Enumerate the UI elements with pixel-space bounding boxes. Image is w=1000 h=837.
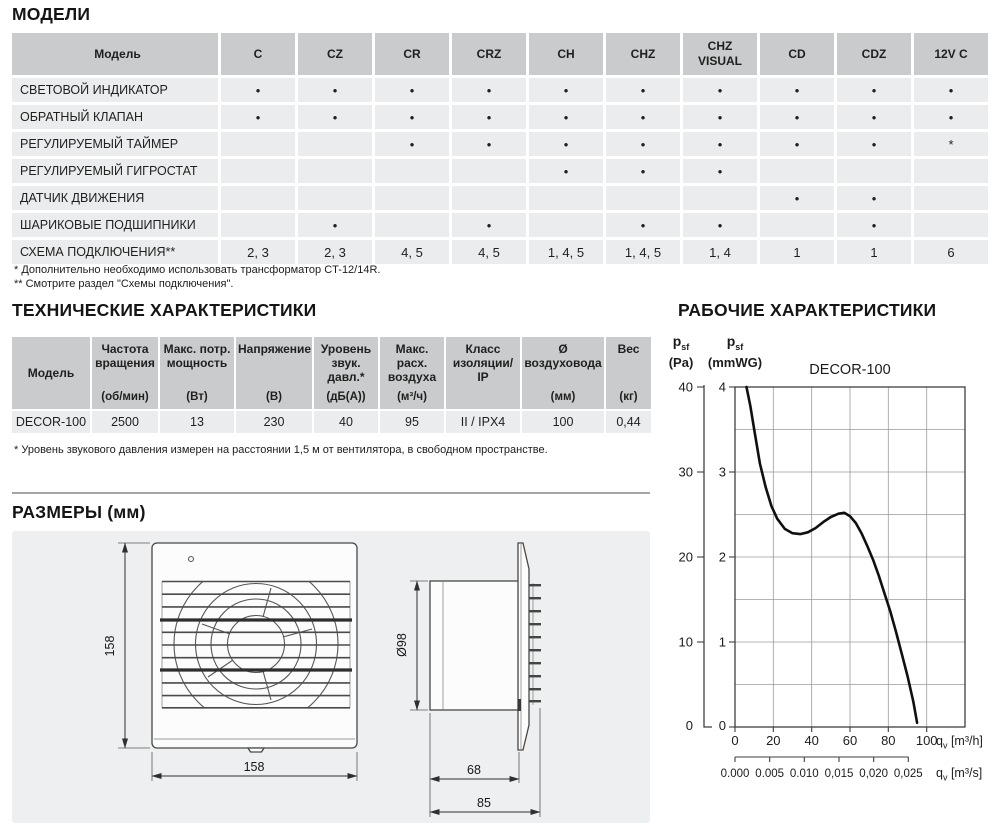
- models-column-header: CHZ: [606, 33, 680, 75]
- tech-cell: DECOR-100: [12, 411, 90, 433]
- table-cell: •: [606, 78, 680, 102]
- x-tick-40: 40: [804, 733, 819, 748]
- table-cell: •: [837, 132, 911, 156]
- tech-cell: 0,44: [606, 411, 651, 433]
- table-cell: •: [837, 213, 911, 237]
- tech-column-header: Модель: [12, 337, 90, 409]
- front-width-dim: 158: [243, 760, 265, 774]
- mmwg-tick-1: 1: [718, 634, 726, 650]
- models-column-header: CDZ: [837, 33, 911, 75]
- models-column-header: 12V C: [914, 33, 988, 75]
- dimensions-drawing: [12, 531, 650, 823]
- table-cell: [606, 186, 680, 210]
- table-cell: 1: [837, 240, 911, 264]
- table-cell: •: [452, 213, 526, 237]
- chart-grid: [735, 387, 965, 727]
- tech-column-header: Класс изоляции/ IP: [446, 337, 520, 409]
- table-cell: [375, 213, 449, 237]
- table-cell: •: [837, 105, 911, 129]
- table-cell: 1, 4, 5: [529, 240, 603, 264]
- table-cell: 1: [760, 240, 834, 264]
- tech-column-header: Вес (кг): [606, 337, 651, 409]
- pa-tick-20: 20: [678, 549, 693, 565]
- models-footnote-1: * Дополнительно необходимо использовать трансформатор CT-12/14R.: [14, 264, 381, 276]
- table-cell: [914, 186, 988, 210]
- chart-title: DECOR-100: [809, 362, 891, 378]
- mmwg-axis-label: $p_{sf}$ (mmWG): [707, 333, 763, 370]
- models-header-model: Модель: [12, 33, 218, 75]
- tech-column-header: Частота вращения (об/мин): [92, 337, 158, 409]
- table-cell: [452, 159, 526, 183]
- table-cell: [452, 186, 526, 210]
- total-depth-dim: 85: [477, 796, 491, 810]
- table-cell: •: [375, 78, 449, 102]
- x2-tick-0015: 0,015: [824, 768, 854, 780]
- table-cell: [375, 186, 449, 210]
- table-cell: •: [914, 105, 988, 129]
- table-cell: •: [683, 78, 757, 102]
- table-cell: •: [606, 159, 680, 183]
- models-column-header: CHZ VISUAL: [683, 33, 757, 75]
- table-cell: [221, 159, 295, 183]
- mmwg-tick-0: 0: [718, 718, 726, 733]
- x-tick-100: 100: [915, 733, 938, 748]
- feature-label: СВЕТОВОЙ ИНДИКАТОР: [12, 78, 218, 102]
- models-column-header: CR: [375, 33, 449, 75]
- x-axis: [731, 727, 937, 748]
- table-cell: 2, 3: [221, 240, 295, 264]
- table-cell: •: [837, 186, 911, 210]
- tech-cell: 40: [314, 411, 378, 433]
- x2-tick-0010: 0.010: [789, 768, 819, 780]
- table-cell: [914, 159, 988, 183]
- table-cell: [760, 159, 834, 183]
- models-column-header: C: [221, 33, 295, 75]
- mmwg-axis: [719, 380, 735, 734]
- table-cell: •: [529, 78, 603, 102]
- models-column-header: CZ: [298, 33, 372, 75]
- tech-column-header: Макс. расх. воздуха (м³/ч): [380, 337, 444, 409]
- dimensions-section-title: РАЗМЕРЫ (мм): [12, 502, 146, 522]
- table-cell: 1, 4, 5: [606, 240, 680, 264]
- pa-tick-10: 10: [678, 634, 693, 650]
- table-cell: *: [914, 132, 988, 156]
- x-axis-secondary-unit-label: $q_v$ [m³/s]: [936, 766, 983, 783]
- feature-label: РЕГУЛИРУЕМЫЙ ГИГРОСТАТ: [12, 159, 218, 183]
- table-cell: •: [606, 132, 680, 156]
- table-cell: •: [760, 186, 834, 210]
- table-cell: [529, 213, 603, 237]
- pa-axis-label: $p_{sf}$ (Pa): [668, 333, 694, 370]
- tech-column-header: Макс. потр. мощность (Вт): [160, 337, 234, 409]
- table-cell: •: [837, 78, 911, 102]
- side-view-drawing: [395, 543, 541, 817]
- x-tick-60: 60: [842, 733, 858, 748]
- pa-tick-30: 30: [678, 464, 693, 480]
- performance-chart: [660, 328, 1000, 810]
- tech-column-header: Ø воздуховода (мм): [522, 337, 604, 409]
- models-section-title: МОДЕЛИ: [12, 4, 91, 24]
- feature-label: РЕГУЛИРУЕМЫЙ ТАЙМЕР: [12, 132, 218, 156]
- table-cell: [298, 132, 372, 156]
- table-cell: •: [375, 132, 449, 156]
- feature-label: ДАТЧИК ДВИЖЕНИЯ: [12, 186, 218, 210]
- table-cell: 6: [914, 240, 988, 264]
- table-cell: [298, 186, 372, 210]
- table-cell: •: [760, 105, 834, 129]
- table-cell: •: [683, 159, 757, 183]
- mmwg-tick-3: 3: [718, 464, 726, 480]
- tech-cell: II / IPX4: [446, 411, 520, 433]
- table-cell: •: [683, 105, 757, 129]
- table-cell: •: [683, 132, 757, 156]
- feature-label: ОБРАТНЫЙ КЛАПАН: [12, 105, 218, 129]
- table-cell: 2, 3: [298, 240, 372, 264]
- x-axis-secondary: [721, 757, 923, 780]
- table-cell: •: [606, 105, 680, 129]
- table-cell: •: [221, 105, 295, 129]
- table-cell: •: [760, 78, 834, 102]
- dimensions-drawing-panel: [12, 531, 650, 823]
- mmwg-tick-4: 4: [718, 379, 726, 395]
- table-cell: [914, 213, 988, 237]
- performance-curve: [747, 387, 918, 723]
- pa-tick-0: 0: [685, 718, 693, 733]
- x2-tick-0000: 0.000: [720, 768, 750, 780]
- table-cell: •: [606, 213, 680, 237]
- table-cell: •: [452, 105, 526, 129]
- table-cell: 1, 4: [683, 240, 757, 264]
- feature-label: СХЕМА ПОДКЛЮЧЕНИЯ**: [12, 240, 218, 264]
- table-cell: •: [375, 105, 449, 129]
- x-tick-20: 20: [766, 733, 781, 748]
- x2-tick-0005: 0.005: [755, 768, 785, 780]
- tech-column-header: Уровень звук. давл.* (дБ(А)): [314, 337, 378, 409]
- x-axis-unit-label: $q_v$ [m³/h]: [936, 734, 983, 751]
- table-cell: •: [914, 78, 988, 102]
- x-tick-80: 80: [881, 733, 896, 748]
- table-cell: [221, 186, 295, 210]
- front-view-drawing: [103, 543, 357, 781]
- x2-tick-0020: 0,020: [859, 768, 889, 780]
- tech-footnote: * Уровень звукового давления измерен на расстоянии 1,5 м от вентилятора, в свободном пространстве.: [14, 444, 548, 456]
- duct-diameter-dim: Ø98: [395, 633, 409, 657]
- table-cell: 4, 5: [452, 240, 526, 264]
- table-cell: •: [452, 78, 526, 102]
- table-cell: [298, 159, 372, 183]
- table-cell: •: [529, 159, 603, 183]
- table-cell: •: [529, 132, 603, 156]
- models-column-header: CD: [760, 33, 834, 75]
- table-cell: •: [529, 105, 603, 129]
- pa-axis: [679, 380, 712, 734]
- tech-section-title: ТЕХНИЧЕСКИЕ ХАРАКТЕРИСТИКИ: [12, 300, 317, 320]
- table-cell: [683, 186, 757, 210]
- tech-column-header: Напряжение (В): [236, 337, 312, 409]
- table-cell: [221, 213, 295, 237]
- x2-tick-0025: 0,025: [893, 768, 923, 780]
- pa-tick-40: 40: [678, 379, 693, 395]
- tech-cell: 2500: [92, 411, 158, 433]
- tech-cell: 95: [380, 411, 444, 433]
- table-cell: •: [760, 132, 834, 156]
- models-table: [12, 33, 988, 264]
- feature-label: ШАРИКОВЫЕ ПОДШИПНИКИ: [12, 213, 218, 237]
- tech-cell: 230: [236, 411, 312, 433]
- table-cell: [529, 186, 603, 210]
- duct-length-dim: 68: [467, 763, 481, 777]
- table-cell: •: [683, 213, 757, 237]
- x-tick-0: 0: [731, 733, 739, 748]
- models-column-header: CRZ: [452, 33, 526, 75]
- table-cell: [837, 159, 911, 183]
- mmwg-tick-2: 2: [718, 549, 726, 565]
- performance-section-title: РАБОЧИЕ ХАРАКТЕРИСТИКИ: [678, 300, 937, 320]
- table-cell: •: [298, 78, 372, 102]
- tech-cell: 100: [522, 411, 604, 433]
- table-cell: [221, 132, 295, 156]
- table-cell: 4, 5: [375, 240, 449, 264]
- models-column-header: CH: [529, 33, 603, 75]
- table-cell: [375, 159, 449, 183]
- section-divider: [12, 492, 650, 494]
- tech-cell: 13: [160, 411, 234, 433]
- table-cell: •: [221, 78, 295, 102]
- table-cell: •: [298, 105, 372, 129]
- models-footnote-2: ** Смотрите раздел "Схемы подключения".: [14, 278, 234, 290]
- front-height-dim: 158: [103, 635, 117, 657]
- table-cell: [760, 213, 834, 237]
- table-cell: •: [298, 213, 372, 237]
- table-cell: •: [452, 132, 526, 156]
- tech-table: [12, 337, 651, 433]
